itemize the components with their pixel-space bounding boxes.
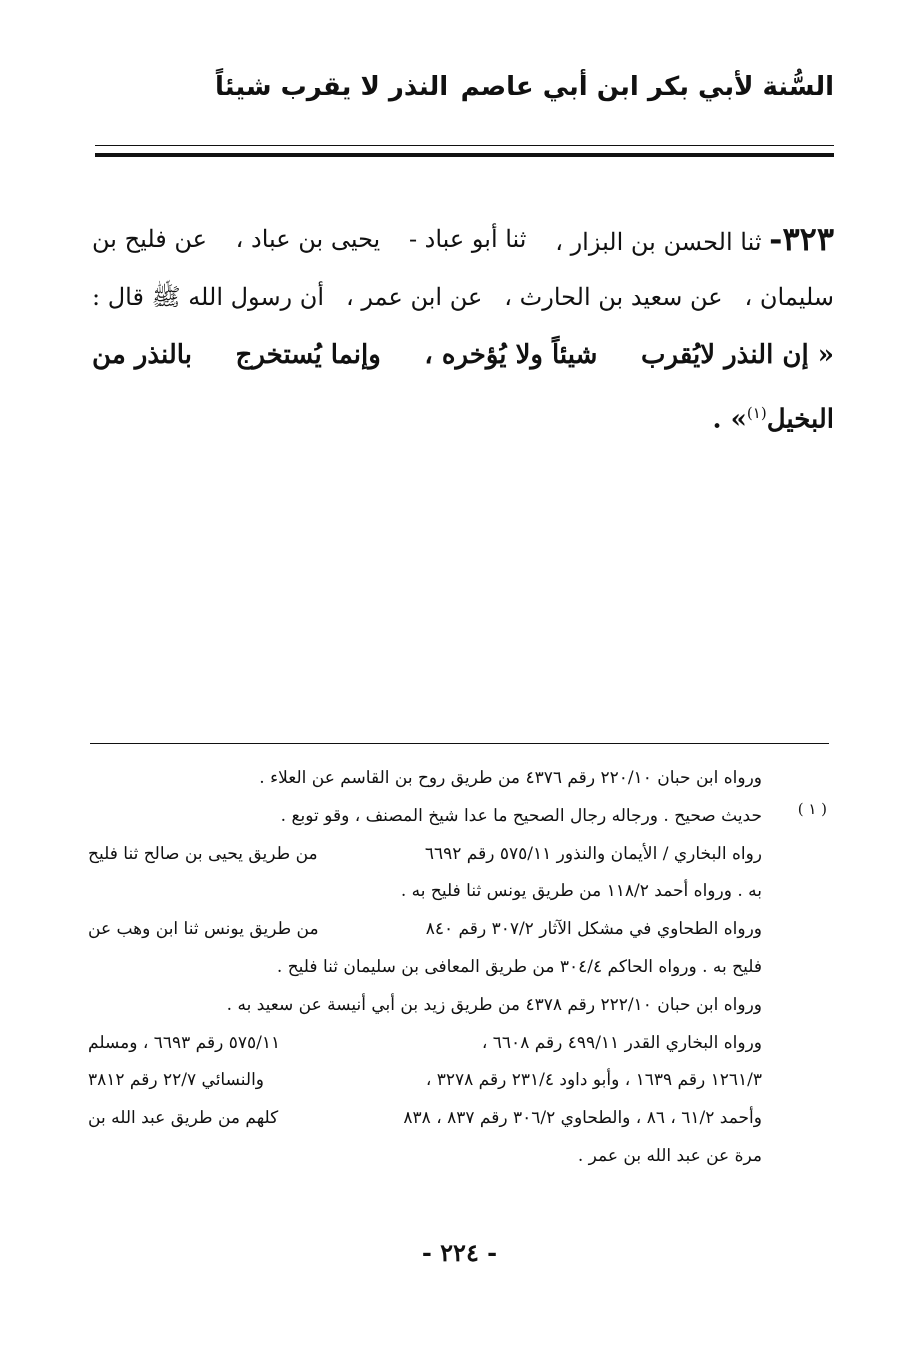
hadith-block [92,210,834,442]
footnote-line-1-text: ورواه ابن حبان ٢٢٠/١٠ رقم ٤٣٧٦ من طريق روح بن القاسم عن العلاء . [259,768,762,788]
footnote-line-4-text: به . ورواه أحمد ١١٨/٢ من طريق يونس ثنا فليح به . [400,881,762,902]
hadith-line-1-part-2: ثنا أبو عباد - [408,225,527,253]
footnote-line-10 [88,1100,762,1138]
footnote-line-5 [88,911,762,949]
page-number: - ٢٢٤ - [421,1238,498,1267]
header-rule-thick [95,153,834,157]
footnote-line-8 [88,1025,762,1063]
footnote-line-11 [88,1138,762,1176]
footnote-line-3-part-2: من طريق يحيى بن صالح ثنا فليح [88,843,318,864]
hadith-line-2 [92,268,834,326]
hadith-number: ٣٢٣- [769,220,834,258]
hadith-line-3-part-3: وإنما يُستخرج [235,340,381,370]
hadith-line-1-text-1: ثنا الحسن بن البزار ، [555,228,762,256]
footnote-line-3 [88,836,762,874]
footnote-line-10-part-1: وأحمد ٦١/٢ ، ٨٦ ، والطحاوي ٣٠٦/٢ رقم ٨٣٧ ، ٨٣٨ [403,1108,762,1129]
hadith-line-4-end: » . [712,404,747,435]
hadith-line-2-part-1: سليمان ، [744,283,834,311]
footnote-line-9-part-2: والنسائي ٢٢/٧ رقم ٣٨١٢ [88,1070,265,1091]
hadith-line-3-part-4: بالنذر من [92,340,192,370]
hadith-line-3 [92,326,834,384]
footnote-marker: ( ١ ) [797,800,827,818]
footnote-line-10-part-2: كلهم من طريق عبد الله بن [88,1108,279,1129]
footnote-line-3-part-1: رواه البخاري / الأيمان والنذور ٥٧٥/١١ رقم ٦٦٩٢ [424,843,762,864]
hadith-line-4-text: البخيل [766,404,834,435]
footnote-rule [90,743,829,744]
hadith-line-1 [92,210,834,268]
footnote-line-5-part-1: ورواه الطحاوي في مشكل الآثار ٣٠٧/٢ رقم ٨٤٠ [425,919,762,940]
hadith-line-2-part-2: عن سعيد بن الحارث ، [504,283,723,311]
footnote-line-5-part-2: من طريق يونس ثنا ابن وهب عن [88,919,319,940]
hadith-line-2-part-4: أن رسول الله ﷺ قال : [92,283,325,311]
footnote-line-4 [88,873,762,911]
footnote-line-8-part-1: ورواه البخاري القدر ٤٩٩/١١ رقم ٦٦٠٨ ، [481,1032,762,1053]
hadith-line-2-part-3: عن ابن عمر ، [346,283,483,311]
footnote-line-7-text: ورواه ابن حبان ٢٢٢/١٠ رقم ٤٣٧٨ من طريق زيد بن أبي أنيسة عن سعيد به . [226,994,762,1015]
footnote-line-11-text: مرة عن عبد الله بن عمر . [577,1145,762,1166]
footnote-line-8-part-2: ٥٧٥/١١ رقم ٦٦٩٣ ، ومسلم [88,1032,281,1053]
footnote-line-2 [88,798,762,836]
hadith-line-4 [92,384,834,442]
chapter-title: النذر لا يقرب شيئاً [215,72,449,102]
footnote-line-1 [88,760,762,798]
header-rule-thin [95,145,834,146]
footnote-line-6-text: فليح به . ورواه الحاكم ٣٠٤/٤ من طريق المعافى بن سليمان ثنا فليح . [276,956,762,977]
hadith-line-3-part-1: « إن النذر لايُقرب [641,340,834,370]
hadith-line-3-part-2: شيئاً ولا يُؤخره ، [424,340,598,370]
book-title: السُّنة لأبي بكر ابن أبي عاصم [460,72,834,102]
hadith-line-1-part-4: عن فليح بن [92,225,207,253]
footnote-line-2-text: حديث صحيح . ورجاله رجال الصحيح ما عدا شيخ المصنف ، وقو توبع . [280,805,762,826]
footnote-line-7 [88,987,762,1025]
footnote-line-6 [88,949,762,987]
footnote-ref: (١) [746,404,767,422]
hadith-line-1-part-1 [555,210,834,268]
footnote-line-9 [88,1062,762,1100]
footnote-line-9-part-1: ١٢٦١/٣ رقم ١٦٣٩ ، وأبو داود ٢٣١/٤ رقم ٣٢٧٨ ، [425,1070,762,1091]
footnotes [88,760,827,1176]
hadith-line-1-part-3: يحيى بن عباد ، [235,225,381,253]
running-header [95,72,834,112]
